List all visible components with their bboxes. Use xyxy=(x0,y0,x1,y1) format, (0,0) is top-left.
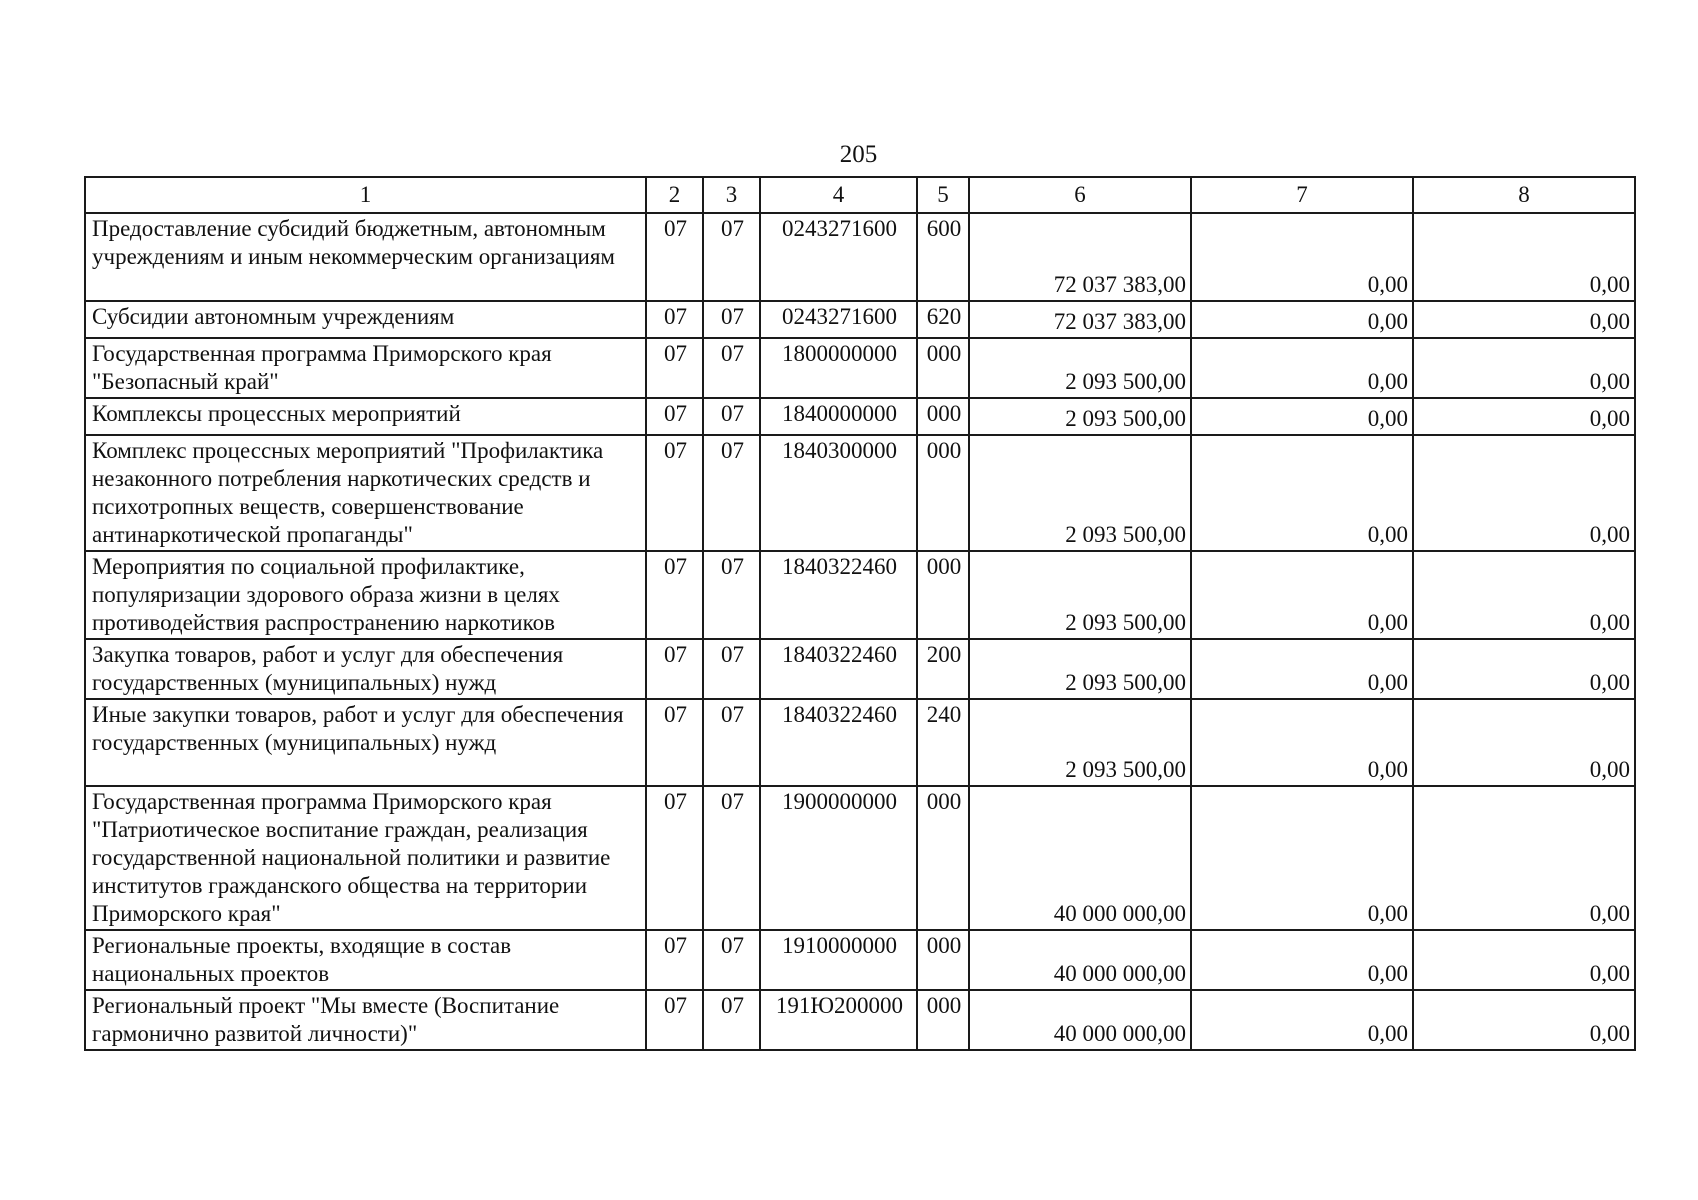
row-subsection: 07 xyxy=(703,398,760,435)
row-amount-8: 0,00 xyxy=(1413,930,1635,990)
row-amount-7: 0,00 xyxy=(1191,301,1413,338)
row-subsection: 07 xyxy=(703,699,760,786)
row-name: Государственная программа Приморского края "Безопасный край" xyxy=(85,338,646,398)
row-subsection: 07 xyxy=(703,213,760,301)
row-target-code: 1840000000 xyxy=(760,398,917,435)
row-amount-7: 0,00 xyxy=(1191,551,1413,639)
table-row xyxy=(85,639,1635,699)
row-expense-type: 000 xyxy=(917,551,969,639)
row-section: 07 xyxy=(646,301,703,338)
row-section: 07 xyxy=(646,551,703,639)
row-target-code: 1910000000 xyxy=(760,930,917,990)
row-amount-8: 0,00 xyxy=(1413,699,1635,786)
header-col-5: 5 xyxy=(917,177,969,213)
row-target-code: 1800000000 xyxy=(760,338,917,398)
row-amount-7: 0,00 xyxy=(1191,699,1413,786)
row-section: 07 xyxy=(646,930,703,990)
header-col-3: 3 xyxy=(703,177,760,213)
row-subsection: 07 xyxy=(703,301,760,338)
row-target-code: 1900000000 xyxy=(760,786,917,930)
row-expense-type: 240 xyxy=(917,699,969,786)
row-expense-type: 600 xyxy=(917,213,969,301)
row-name: Государственная программа Приморского края "Патриотическое воспитание граждан, реализация государственной национальной политики и развитие институтов гражданского общества на территории Приморского края" xyxy=(85,786,646,930)
row-amount-6: 2 093 500,00 xyxy=(969,551,1191,639)
row-subsection: 07 xyxy=(703,930,760,990)
row-name: Иные закупки товаров, работ и услуг для обеспечения государственных (муниципальных) нужд xyxy=(85,699,646,786)
row-name: Комплексы процессных мероприятий xyxy=(85,398,646,435)
row-amount-7: 0,00 xyxy=(1191,398,1413,435)
table-row xyxy=(85,213,1635,301)
row-expense-type: 200 xyxy=(917,639,969,699)
row-amount-7: 0,00 xyxy=(1191,213,1413,301)
header-col-6: 6 xyxy=(969,177,1191,213)
row-amount-7: 0,00 xyxy=(1191,786,1413,930)
table-header xyxy=(85,177,1635,213)
header-col-2: 2 xyxy=(646,177,703,213)
row-amount-7: 0,00 xyxy=(1191,930,1413,990)
row-amount-8: 0,00 xyxy=(1413,551,1635,639)
table-row xyxy=(85,338,1635,398)
row-amount-7: 0,00 xyxy=(1191,990,1413,1050)
table-row xyxy=(85,398,1635,435)
row-amount-6: 2 093 500,00 xyxy=(969,398,1191,435)
table-row xyxy=(85,301,1635,338)
row-target-code: 1840322460 xyxy=(760,699,917,786)
header-col-1: 1 xyxy=(85,177,646,213)
row-amount-6: 2 093 500,00 xyxy=(969,338,1191,398)
header-row xyxy=(85,177,1635,213)
row-section: 07 xyxy=(646,786,703,930)
header-col-7: 7 xyxy=(1191,177,1413,213)
row-subsection: 07 xyxy=(703,990,760,1050)
row-expense-type: 000 xyxy=(917,990,969,1050)
row-amount-8: 0,00 xyxy=(1413,990,1635,1050)
row-amount-8: 0,00 xyxy=(1413,639,1635,699)
row-expense-type: 000 xyxy=(917,435,969,551)
row-target-code: 0243271600 xyxy=(760,301,917,338)
table-row xyxy=(85,699,1635,786)
row-amount-6: 72 037 383,00 xyxy=(969,213,1191,301)
row-amount-8: 0,00 xyxy=(1413,301,1635,338)
row-section: 07 xyxy=(646,639,703,699)
row-subsection: 07 xyxy=(703,639,760,699)
row-amount-6: 40 000 000,00 xyxy=(969,930,1191,990)
row-subsection: 07 xyxy=(703,338,760,398)
page-number: 205 xyxy=(839,141,878,168)
row-amount-6: 40 000 000,00 xyxy=(969,786,1191,930)
budget-table xyxy=(84,176,1636,1051)
row-amount-6: 2 093 500,00 xyxy=(969,699,1191,786)
header-col-4: 4 xyxy=(760,177,917,213)
row-expense-type: 000 xyxy=(917,930,969,990)
row-amount-6: 2 093 500,00 xyxy=(969,639,1191,699)
row-section: 07 xyxy=(646,213,703,301)
row-amount-8: 0,00 xyxy=(1413,338,1635,398)
row-name: Комплекс процессных мероприятий "Профилактика незаконного потребления наркотических средств и психотропных веществ, совершенствование антинаркотической пропаганды" xyxy=(85,435,646,551)
row-name: Мероприятия по социальной профилактике, популяризации здорового образа жизни в целях противодействия распространению наркотиков xyxy=(85,551,646,639)
table-body xyxy=(85,213,1635,1050)
row-expense-type: 000 xyxy=(917,786,969,930)
row-section: 07 xyxy=(646,699,703,786)
row-amount-7: 0,00 xyxy=(1191,338,1413,398)
row-target-code: 1840300000 xyxy=(760,435,917,551)
row-name: Региональные проекты, входящие в состав национальных проектов xyxy=(85,930,646,990)
row-amount-6: 72 037 383,00 xyxy=(969,301,1191,338)
row-amount-6: 2 093 500,00 xyxy=(969,435,1191,551)
row-target-code: 1840322460 xyxy=(760,551,917,639)
header-col-8: 8 xyxy=(1413,177,1635,213)
row-amount-8: 0,00 xyxy=(1413,786,1635,930)
row-section: 07 xyxy=(646,338,703,398)
row-amount-7: 0,00 xyxy=(1191,639,1413,699)
row-section: 07 xyxy=(646,398,703,435)
row-expense-type: 000 xyxy=(917,338,969,398)
row-amount-6: 40 000 000,00 xyxy=(969,990,1191,1050)
row-name: Закупка товаров, работ и услуг для обеспечения государственных (муниципальных) нужд xyxy=(85,639,646,699)
row-target-code: 0243271600 xyxy=(760,213,917,301)
row-section: 07 xyxy=(646,435,703,551)
row-amount-8: 0,00 xyxy=(1413,213,1635,301)
row-expense-type: 000 xyxy=(917,398,969,435)
row-name: Субсидии автономным учреждениям xyxy=(85,301,646,338)
table-row xyxy=(85,551,1635,639)
row-expense-type: 620 xyxy=(917,301,969,338)
row-amount-8: 0,00 xyxy=(1413,435,1635,551)
table-row xyxy=(85,990,1635,1050)
table-row xyxy=(85,435,1635,551)
row-amount-8: 0,00 xyxy=(1413,398,1635,435)
row-name: Предоставление субсидий бюджетным, автономным учреждениям и иным некоммерческим организациям xyxy=(85,213,646,301)
table-row xyxy=(85,786,1635,930)
row-subsection: 07 xyxy=(703,551,760,639)
table-row xyxy=(85,930,1635,990)
row-target-code: 191Ю200000 xyxy=(760,990,917,1050)
row-amount-7: 0,00 xyxy=(1191,435,1413,551)
row-subsection: 07 xyxy=(703,786,760,930)
row-name: Региональный проект "Мы вместе (Воспитание гармонично развитой личности)" xyxy=(85,990,646,1050)
row-section: 07 xyxy=(646,990,703,1050)
row-subsection: 07 xyxy=(703,435,760,551)
row-target-code: 1840322460 xyxy=(760,639,917,699)
